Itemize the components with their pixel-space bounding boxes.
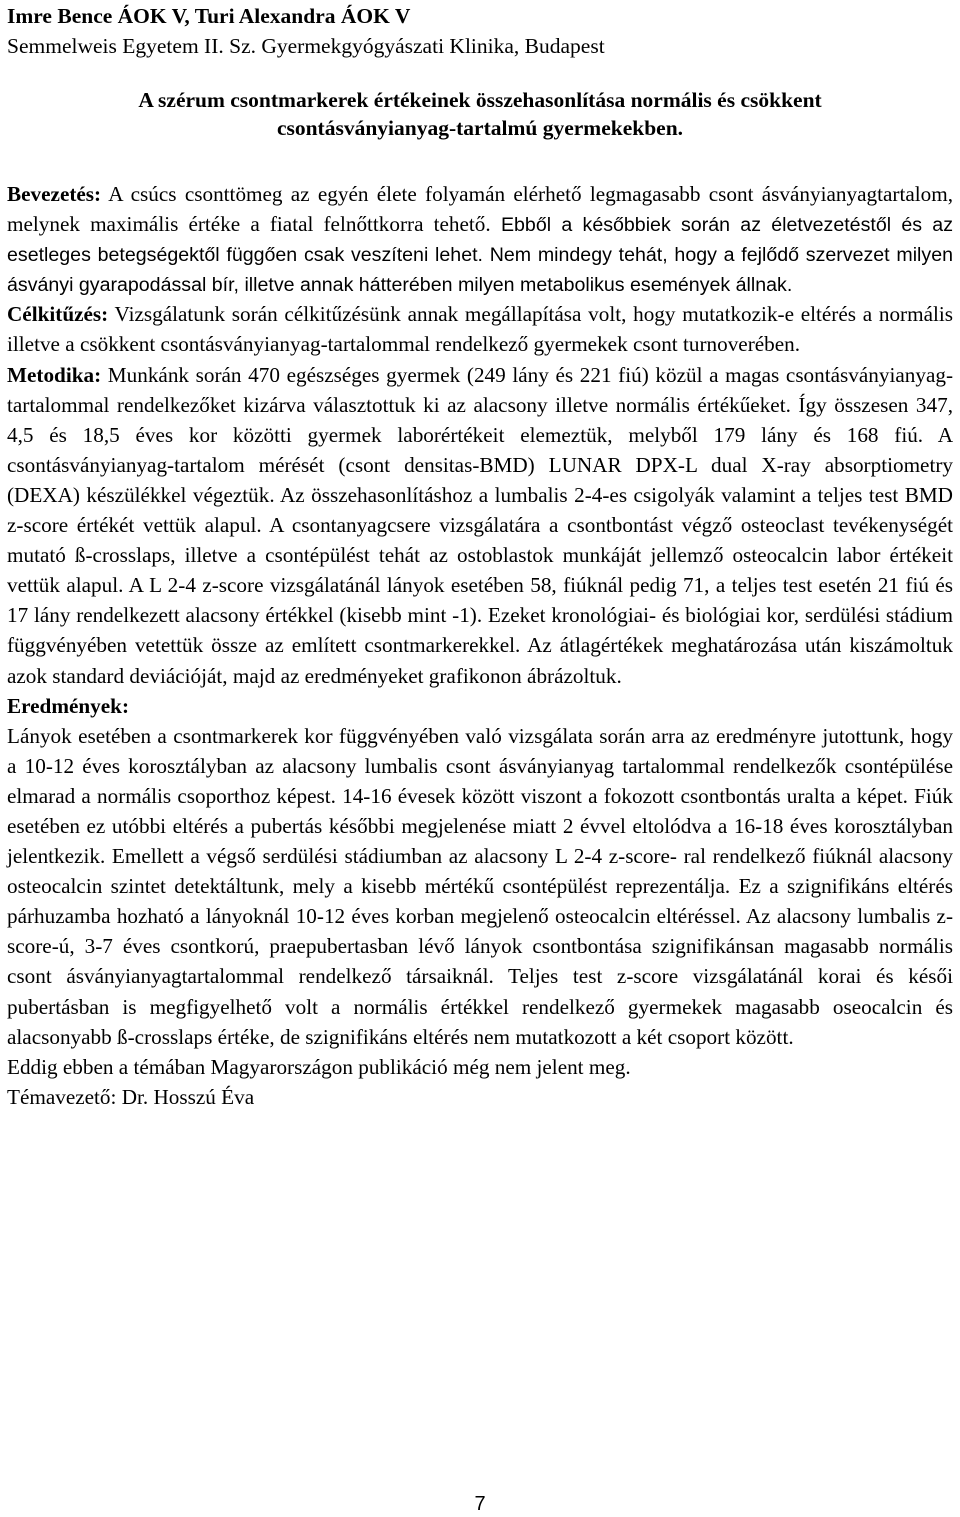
eredmenyek-text: Lányok esetében a csontmarkerek kor függvényében való vizsgálata során arra az eredményre jutottunk, hogy a 10-12 éves korosztályban az alacsony lumbalis csont ásványianyag tartalommal rendelkezők csontépülése elmarad a normális csoporthoz képest. 14-16 évesek között viszont a fokozott csontbontás uralta a képet. Fiúk esetében ez utóbbi eltérés a pubertás későbbi megjelenése miatt 2 évvel eltolódva a 16-18 éves korosztályban jelentkezik. Emellett a végső serdülési stádiumban az alacsony L 2-4 z-score- ral rendelkező fiúknál alacsony osteocalcin szintet detektáltunk, mely a kisebb mértékű csontépülést reprezentálja. Ez a szignifikáns eltérés párhuzamba hozható a lányoknál 10-12 éves korban megjelenő osteocalcin eltéréssel. Az alacsony lumbalis z-score-ú, 3-7 éves csontkorú, praepubertasban lévő lányok csontbontása szignifikánsan magasabb normális csont ásványianyagtartalommal rendelkező társaiknál. Teljes test z-score vizsgálatánál korai és késői pubertásban is megfigyelhető volt a normális értékkel rendelkező gyermekek magasabb oseocalcin és alacsonyabb ß-crosslaps értéke, de szignifikáns eltérés nem mutatkozott a két csoport között. <box>7 723 953 1049</box>
section-celkituzes <box>7 299 953 359</box>
supervisor: Témavezető: Dr. Hosszú Éva <box>7 1084 255 1109</box>
celkituzes-text: Vizsgálatunk során célkitűzésünk annak megállapítása volt, hogy mutatkozik-e eltérés a normális illetve a csökkent csontásványianyag-tartalommal rendelkező gyermekek csont turnoverében. <box>7 302 953 357</box>
page-number: 7 <box>474 1493 486 1515</box>
bevezetes-text: A csúcs csonttömeg az egyén élete folyamán elérhető legmagasabb csont ásványianyagtartalom, melynek maximális értéke a fiatal felnőttkorra tehető. <box>7 182 953 237</box>
closing-note: Eddig ebben a témában Magyarországon publikáció még nem jelent meg. <box>7 1054 631 1079</box>
authors: Imre Bence ÁOK V, Turi Alexandra ÁOK V <box>7 4 411 28</box>
metodika-label: Metodika: <box>7 362 102 387</box>
affiliation: Semmelweis Egyetem II. Sz. Gyermekgyógyászati Klinika, Budapest <box>7 34 605 58</box>
bevezetes-text-continued: Ebből a későbbiek során az életvezetéstől és az esetleges betegségektől függően csak veszíteni lehet. Nem mindegy tehát, hogy a fejlődő szervezet milyen ásványi gyarapodással bír, illetve annak hátterében milyen metabolikus események állnak. <box>7 214 953 297</box>
celkituzes-label: Célkitűzés: <box>7 302 109 327</box>
abstract-title <box>7 87 953 142</box>
abstract-page <box>7 0 953 1112</box>
metodika-text: Munkánk során 470 egészséges gyermek (249 lány és 221 fiú) közül a magas csontásványianyag-tartalommal rendelkezőket kizárva választottuk ki az alacsony illetve normális értékűeket. Így összesen 347, 4,5 és 18,5 éves kor közötti gyermek laborértékeit elemeztük, melyből 179 lány és 168 fiú. A csontásványianyag-tartalom mérését (csont densitas-BMD) LUNAR DPX-L dual X-ray absorptiometry (DEXA) készülékkel végeztük. Az összehasonlításhoz a lumbalis 2-4-es csigolyák valamint a teljes test BMD z-score értékét vettük alapul. A csontanyagcsere vizsgálatára a csontbontást végző osteoclast tevékenységét mutató ß-crosslaps, illetve a csontépülést tehát az ostoblastok munkáját jellemző osteocalcin labor értékeit vettük alapul. A L 2-4 z-score vizsgálatánál lányok esetében 58, fiúknál pedig 71, a teljes test esetén 21 fiú és 17 lány rendelkezett alacsony értékkel (kisebb mint -1). Ezeket kronológiai- és biológiai kor, serdülési stádium függvényében vetettük össze az említett csontmarkerekkel. Az átlagértékek meghatározása után kiszámoltuk azok standard deviációját, majd az eredményeket grafikonon ábrázoltuk. <box>7 362 953 688</box>
title-line-1: A szérum csontmarkerek értékeinek összehasonlítása normális és csökkent <box>138 88 822 112</box>
abstract-body <box>7 179 953 1112</box>
section-eredmenyek <box>7 721 953 1052</box>
section-metodika <box>7 360 953 691</box>
eredmenyek-label: Eredmények: <box>7 693 130 718</box>
bevezetes-label: Bevezetés: <box>7 182 102 206</box>
section-bevezetes <box>7 179 953 299</box>
title-line-2: csontásványianyag-tartalmú gyermekekben. <box>276 115 684 140</box>
